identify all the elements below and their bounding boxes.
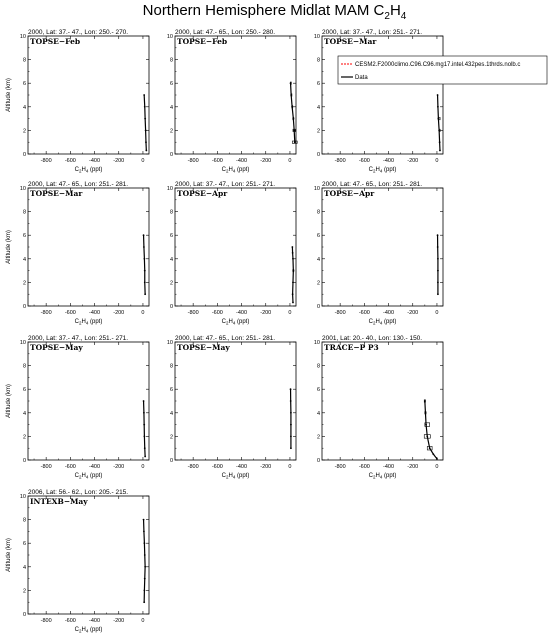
panel-label: TOPSE−Feb	[177, 37, 228, 46]
data-point	[144, 106, 146, 108]
y-tick-label: 6	[169, 81, 173, 88]
y-tick-label: 4	[169, 104, 173, 111]
y-tick-label: 10	[313, 34, 320, 40]
y-tick-label: 10	[313, 186, 320, 192]
y-tick-label: 10	[166, 34, 173, 40]
data-point	[436, 458, 438, 460]
y-tick-label: 0	[22, 304, 26, 310]
panel-label: TOPSE−Apr	[177, 189, 228, 198]
y-tick-label: 0	[316, 458, 320, 464]
y-tick-label: 4	[22, 410, 26, 417]
x-tick-label: -400	[89, 618, 101, 624]
y-tick-label: 6	[316, 387, 320, 394]
data-point	[437, 293, 439, 295]
y-tick-label: 0	[22, 458, 26, 464]
y-tick-label: 10	[166, 340, 173, 346]
title-sub-a: 2	[384, 11, 390, 22]
y-tick-label: 0	[316, 152, 320, 158]
data-point	[290, 436, 292, 438]
data-point	[291, 106, 293, 108]
x-tick-label: 0	[435, 158, 439, 164]
y-tick-label: 6	[22, 233, 26, 240]
panel-7	[6, 335, 149, 480]
panel-4	[6, 181, 149, 326]
data-point	[437, 270, 439, 272]
data-point	[437, 258, 439, 260]
y-tick-label: 10	[19, 494, 26, 500]
x-tick-label: -400	[236, 158, 248, 164]
data-point	[144, 118, 146, 120]
panel-label: TOPSE−May	[30, 343, 83, 352]
x-tick-label: -600	[358, 464, 370, 470]
y-axis-label: Altitude (km)	[6, 538, 12, 572]
data-point	[144, 566, 146, 568]
x-tick-label: -600	[358, 158, 370, 164]
data-point	[145, 150, 147, 152]
y-tick-label: 0	[22, 612, 26, 618]
y-tick-label: 2	[169, 128, 173, 135]
y-tick-label: 2	[316, 434, 320, 441]
x-tick-label: -400	[89, 310, 101, 316]
y-tick-label: 6	[22, 81, 26, 88]
data-point	[144, 456, 146, 458]
panel-2	[167, 29, 297, 174]
title-text-b: H	[389, 2, 401, 19]
title-sub-b: 4	[400, 11, 407, 22]
title-text-a: Northern Hemisphere Midlat MAM C	[142, 2, 385, 19]
y-tick-label: 8	[22, 57, 26, 64]
x-axis-label: $C_2H_4$ (ppt)	[74, 473, 103, 480]
data-point	[438, 130, 440, 132]
x-tick-label: -200	[113, 310, 125, 316]
x-tick-label: -800	[334, 464, 346, 470]
x-axis-label: $C_2H_4$ (ppt)	[221, 167, 250, 174]
y-tick-label: 0	[22, 152, 26, 158]
x-tick-label: 0	[141, 158, 145, 164]
series-line-data	[144, 235, 146, 294]
legend	[338, 56, 547, 84]
data-point	[143, 94, 145, 96]
x-tick-label: -200	[407, 464, 419, 470]
panel-label: TOPSE−Apr	[324, 189, 375, 198]
data-point	[425, 412, 427, 414]
y-tick-label: 4	[22, 256, 26, 263]
panel-title: 2001, Lat: 20.- 40., Lon: 130.- 150.	[322, 335, 423, 342]
y-tick-label: 8	[169, 363, 173, 370]
y-tick-label: 10	[19, 340, 26, 346]
x-tick-label: -200	[113, 464, 125, 470]
x-tick-label: -600	[211, 464, 223, 470]
data-point	[290, 424, 292, 426]
data-point	[144, 590, 146, 592]
plot-frame	[175, 36, 296, 154]
x-tick-label: -600	[211, 310, 223, 316]
panel-8	[167, 335, 296, 480]
x-tick-label: -800	[187, 158, 199, 164]
panel-1	[6, 29, 149, 174]
y-tick-label: 2	[22, 280, 26, 287]
panel-5	[167, 181, 296, 326]
data-point	[290, 388, 292, 390]
panel-label: TOPSE−Mar	[30, 189, 83, 198]
data-point	[292, 282, 294, 284]
data-point	[439, 150, 441, 152]
legend-model-label: CESM2.F2000climo.C96.C96.mg17.intel.432pes.1thrds.nolb.c	[355, 62, 521, 68]
data-point	[437, 94, 439, 96]
data-point	[145, 130, 147, 132]
y-tick-label: 6	[316, 81, 320, 88]
x-tick-label: -800	[40, 310, 52, 316]
data-point	[290, 412, 292, 414]
plot-frame	[28, 342, 149, 460]
y-tick-label: 2	[169, 280, 173, 287]
x-tick-label: -600	[64, 158, 76, 164]
x-tick-label: -200	[113, 158, 125, 164]
data-point	[292, 293, 294, 295]
data-point	[292, 258, 294, 260]
plot-frame	[28, 188, 149, 306]
y-tick-label: 4	[316, 410, 320, 417]
y-tick-label: 8	[316, 363, 320, 370]
y-tick-label: 2	[316, 280, 320, 287]
x-tick-label: -800	[187, 464, 199, 470]
y-tick-label: 8	[22, 517, 26, 524]
data-point	[424, 400, 426, 402]
panel-label: TOPSE−Feb	[30, 37, 81, 46]
data-point	[290, 94, 292, 96]
y-axis-label: Altitude (km)	[6, 78, 12, 112]
data-point	[291, 246, 293, 248]
data-point	[437, 246, 439, 248]
x-tick-label: -200	[260, 158, 272, 164]
data-point	[143, 246, 145, 248]
x-axis-label: $C_2H_4$ (ppt)	[74, 627, 103, 634]
y-tick-label: 0	[169, 458, 173, 464]
data-point	[145, 141, 147, 143]
x-tick-label: -800	[334, 158, 346, 164]
x-tick-label: 0	[288, 310, 292, 316]
y-tick-label: 6	[169, 387, 173, 394]
y-tick-label: 4	[316, 104, 320, 111]
x-tick-label: -400	[383, 464, 395, 470]
y-tick-label: 10	[166, 186, 173, 192]
panel-3	[314, 29, 443, 174]
panel-10	[6, 489, 149, 634]
series-line-data	[425, 401, 437, 459]
x-tick-label: -600	[64, 464, 76, 470]
panel-label: TRACE−P P3	[324, 343, 379, 352]
y-tick-label: 2	[22, 434, 26, 441]
x-tick-label: -400	[383, 310, 395, 316]
y-tick-label: 4	[169, 410, 173, 417]
data-point	[429, 447, 431, 449]
y-tick-label: 8	[316, 209, 320, 216]
x-tick-label: -200	[407, 310, 419, 316]
x-tick-label: -800	[40, 464, 52, 470]
panel-label: INTEXB−May	[30, 497, 88, 506]
data-point	[438, 118, 440, 120]
x-tick-label: -800	[40, 618, 52, 624]
legend-box	[338, 56, 547, 84]
x-tick-label: -400	[383, 158, 395, 164]
data-point	[425, 424, 427, 426]
data-point	[437, 106, 439, 108]
x-tick-label: -200	[260, 464, 272, 470]
x-tick-label: -200	[260, 310, 272, 316]
x-tick-label: -600	[211, 158, 223, 164]
data-point	[144, 436, 146, 438]
y-tick-label: 4	[169, 256, 173, 263]
y-tick-label: 4	[22, 104, 26, 111]
legend-data-label: Data	[355, 75, 368, 81]
y-tick-label: 4	[316, 256, 320, 263]
panel-9	[314, 335, 443, 480]
panel-label: TOPSE−May	[177, 343, 230, 352]
data-point	[432, 453, 434, 455]
x-axis-label: $C_2H_4$ (ppt)	[74, 167, 103, 174]
data-point	[290, 447, 292, 449]
data-point	[143, 519, 145, 521]
data-point	[144, 578, 146, 580]
x-tick-label: 0	[288, 158, 292, 164]
y-tick-label: 8	[316, 57, 320, 64]
x-tick-label: -600	[358, 310, 370, 316]
data-point	[437, 234, 439, 236]
x-tick-label: -800	[187, 310, 199, 316]
x-tick-label: -800	[40, 158, 52, 164]
panel-title: 2000, Lat: 47.- 65., Lon: 251.- 281.	[175, 335, 276, 342]
x-tick-label: 0	[141, 618, 145, 624]
data-point	[143, 400, 145, 402]
x-tick-label: 0	[435, 464, 439, 470]
y-tick-label: 8	[169, 57, 173, 64]
x-axis-label: $C_2H_4$ (ppt)	[368, 473, 397, 480]
y-tick-label: 2	[22, 128, 26, 135]
panel-title: 2006, Lat: 56.- 62., Lon: 205.- 215.	[28, 489, 129, 496]
panel-title: 2000, Lat: 37.- 47., Lon: 250.- 270.	[28, 29, 129, 36]
x-axis-label: $C_2H_4$ (ppt)	[368, 167, 397, 174]
y-tick-label: 10	[313, 340, 320, 346]
data-point	[290, 82, 292, 84]
data-point	[144, 270, 146, 272]
y-tick-label: 6	[169, 233, 173, 240]
data-point	[144, 447, 146, 449]
y-tick-label: 0	[316, 304, 320, 310]
x-tick-label: -400	[89, 464, 101, 470]
data-point	[144, 554, 146, 556]
x-tick-label: -600	[64, 310, 76, 316]
x-tick-label: 0	[141, 310, 145, 316]
data-point	[144, 542, 146, 544]
x-axis-label: $C_2H_4$ (ppt)	[74, 319, 103, 326]
plot-frame	[322, 36, 443, 154]
data-point	[437, 282, 439, 284]
data-point	[143, 234, 145, 236]
y-tick-label: 2	[169, 434, 173, 441]
x-tick-label: 0	[288, 464, 292, 470]
x-tick-label: -800	[334, 310, 346, 316]
data-point	[292, 302, 294, 304]
data-point	[290, 400, 292, 402]
panel-title: 2000, Lat: 47.- 65., Lon: 251.- 281.	[322, 181, 423, 188]
data-point	[144, 282, 146, 284]
y-axis-label: Altitude (km)	[6, 384, 12, 418]
y-tick-label: 6	[22, 541, 26, 548]
data-point	[143, 531, 145, 533]
y-tick-label: 2	[22, 588, 26, 595]
panel-title: 2000, Lat: 37.- 47., Lon: 251.- 271.	[322, 29, 423, 36]
y-tick-label: 8	[22, 363, 26, 370]
x-tick-label: -400	[89, 158, 101, 164]
y-axis-label: Altitude (km)	[6, 230, 12, 264]
x-tick-label: 0	[435, 310, 439, 316]
data-point	[144, 293, 146, 295]
x-tick-label: -400	[236, 464, 248, 470]
data-point	[439, 141, 441, 143]
x-axis-label: $C_2H_4$ (ppt)	[221, 473, 250, 480]
plot-frame	[322, 188, 443, 306]
x-tick-label: -200	[113, 618, 125, 624]
data-point	[143, 601, 145, 603]
data-point	[426, 436, 428, 438]
y-tick-label: 0	[169, 152, 173, 158]
y-tick-label: 10	[19, 186, 26, 192]
data-point	[144, 258, 146, 260]
y-tick-label: 6	[22, 387, 26, 394]
y-tick-label: 8	[22, 209, 26, 216]
data-point	[292, 252, 294, 254]
x-axis-label: $C_2H_4$ (ppt)	[368, 319, 397, 326]
y-tick-label: 2	[316, 128, 320, 135]
panel-title: 2000, Lat: 47.- 65., Lon: 251.- 281.	[28, 181, 129, 188]
x-tick-label: -600	[64, 618, 76, 624]
series-line-data	[291, 83, 295, 142]
y-tick-label: 10	[19, 34, 26, 40]
plot-frame	[28, 496, 149, 614]
data-point	[293, 130, 295, 132]
data-point	[294, 141, 296, 143]
panel-title: 2000, Lat: 37.- 47., Lon: 251.- 271.	[175, 181, 276, 188]
y-tick-label: 4	[22, 564, 26, 571]
panel-title: 2000, Lat: 47.- 65., Lon: 250.- 280.	[175, 29, 276, 36]
panel-label: TOPSE−Mar	[324, 37, 377, 46]
plot-frame	[28, 36, 149, 154]
plot-frame	[175, 188, 296, 306]
plot-frame	[175, 342, 296, 460]
y-tick-label: 8	[169, 209, 173, 216]
x-tick-label: -400	[236, 310, 248, 316]
y-tick-label: 6	[316, 233, 320, 240]
panel-title: 2000, Lat: 37.- 47., Lon: 251.- 271.	[28, 335, 129, 342]
data-point	[292, 118, 294, 120]
panel-6	[314, 181, 443, 326]
x-axis-label: $C_2H_4$ (ppt)	[221, 319, 250, 326]
data-point	[143, 424, 145, 426]
y-tick-label: 0	[169, 304, 173, 310]
data-point	[292, 270, 294, 272]
data-point	[143, 412, 145, 414]
x-tick-label: 0	[141, 464, 145, 470]
x-tick-label: -200	[407, 158, 419, 164]
